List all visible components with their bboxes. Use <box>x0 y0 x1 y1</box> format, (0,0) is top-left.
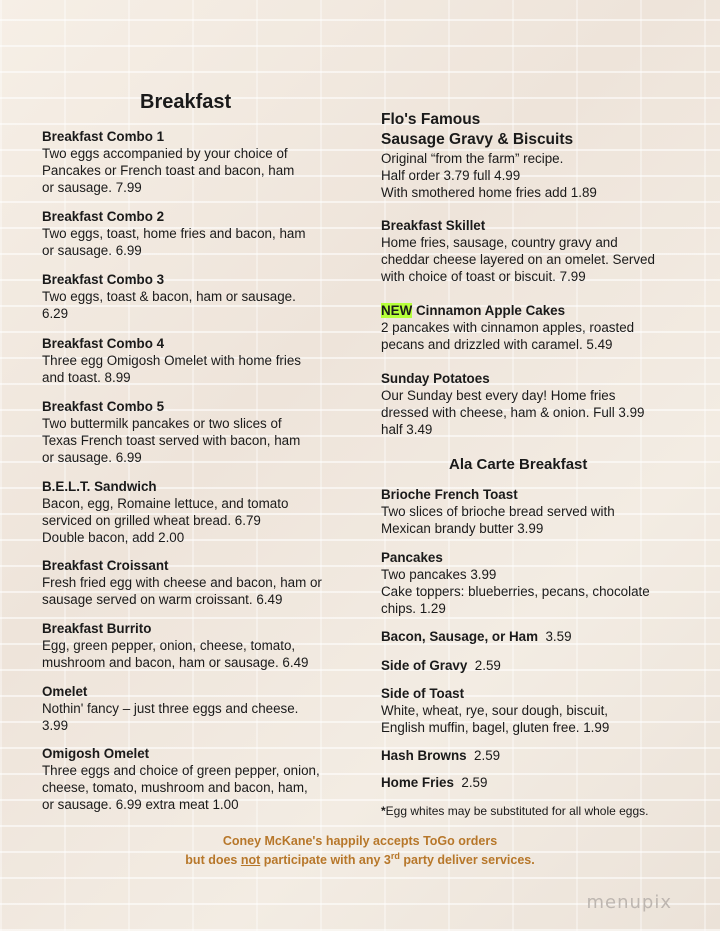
flos-desc: Original “from the farm” recipe. Half order 3.79 full 4.99 With smothered home fries add 1.89 <box>381 151 597 200</box>
menu-item <box>42 557 342 608</box>
item-desc: Fresh fried egg with cheese and bacon, ham or sausage served on warm croissant. 6.49 <box>42 575 322 607</box>
menu-item <box>42 128 342 196</box>
menu-item <box>42 620 342 671</box>
ala-carte-title: Ala Carte Breakfast <box>449 456 588 473</box>
item-name <box>381 302 701 319</box>
item-desc: Two eggs, toast & bacon, ham or sausage. 6.29 <box>42 289 296 321</box>
item-name: Breakfast Combo 2 <box>42 209 165 224</box>
item-name: Pancakes <box>381 550 443 565</box>
item-desc: Our Sunday best every day! Home fries dressed with cheese, ham & onion. Full 3.99 half 3.49 <box>381 388 645 437</box>
menu-item <box>381 628 701 645</box>
menu-item <box>381 747 701 764</box>
item-name: Breakfast Combo 3 <box>42 272 165 287</box>
egg-white-note <box>381 803 701 820</box>
flos-title-line2: Sausage Gravy & Biscuits <box>381 131 574 148</box>
menu-item <box>381 370 701 438</box>
note-star: * <box>381 804 386 818</box>
item-desc: Nothin' fancy – just three eggs and cheese. 3.99 <box>42 701 299 733</box>
menu-item <box>381 549 701 617</box>
menu-item <box>42 335 342 386</box>
item-price: 3.59 <box>545 629 572 644</box>
menu-item <box>42 208 342 259</box>
flos-title-line1: Flo's Famous <box>381 111 481 128</box>
item-price: 2.59 <box>474 658 501 673</box>
item-desc: Two slices of brioche bread served with Mexican brandy butter 3.99 <box>381 504 615 536</box>
item-name: B.E.L.T. Sandwich <box>42 479 157 494</box>
menu-item <box>381 657 701 674</box>
item-desc: Two buttermilk pancakes or two slices of Texas French toast served with bacon, ham or sausage. 6.99 <box>42 416 301 465</box>
item-name: Omelet <box>42 684 88 699</box>
footer-sup: rd <box>390 851 400 861</box>
note-text: Egg whites may be substituted for all whole eggs. <box>385 804 649 818</box>
item-name: Home Fries <box>381 775 454 790</box>
footer-line2 <box>0 848 720 869</box>
item-desc: Two eggs accompanied by your choice of Pancakes or French toast and bacon, ham or sausage. 7.99 <box>42 146 295 195</box>
footer-text-b: participate with any 3 <box>260 853 391 868</box>
item-name: Breakfast Combo 5 <box>42 399 165 414</box>
menu-item <box>42 683 342 734</box>
breakfast-title: Breakfast <box>140 91 232 113</box>
item-desc: 2 pancakes with cinnamon apples, roasted pecans and drizzled with caramel. 5.49 <box>381 320 635 352</box>
item-desc: Three egg Omigosh Omelet with home fries and toast. 8.99 <box>42 353 301 385</box>
menu-item <box>381 302 701 353</box>
item-name: Breakfast Combo 4 <box>42 336 165 351</box>
item-desc: Egg, green pepper, onion, cheese, tomato, mushroom and bacon, ham or sausage. 6.49 <box>42 638 309 670</box>
flos-section <box>381 110 701 201</box>
item-name: Breakfast Skillet <box>381 218 486 233</box>
item-desc: White, wheat, rye, sour dough, biscuit, English muffin, bagel, gluten free. 1.99 <box>381 703 610 735</box>
item-desc: Three eggs and choice of green pepper, onion, cheese, tomato, mushroom and bacon, ham, or sausage. 6.99 extra meat 1.00 <box>42 763 320 812</box>
new-badge: NEW <box>381 303 413 318</box>
item-name: Hash Browns <box>381 748 467 763</box>
item-price: 2.59 <box>474 748 501 763</box>
footer-text-c: party deliver services. <box>399 853 535 868</box>
item-name: Side of Toast <box>381 686 465 701</box>
menupix-watermark: menupix <box>586 892 672 913</box>
menu-item <box>42 478 342 546</box>
item-desc: Home fries, sausage, country gravy and cheddar cheese layered on an omelet. Served with choice of toast or biscuit. 7.99 <box>381 235 655 284</box>
item-name: Breakfast Croissant <box>42 558 169 573</box>
menu-item <box>381 486 701 537</box>
item-desc: Two eggs, toast, home fries and bacon, ham or sausage. 6.99 <box>42 226 306 258</box>
menu-item <box>381 685 701 736</box>
footer-text-a: but does <box>185 853 241 868</box>
menu-item <box>381 774 701 791</box>
item-price: 2.59 <box>461 775 488 790</box>
item-name: Breakfast Combo 1 <box>42 129 165 144</box>
item-name: Brioche French Toast <box>381 487 518 502</box>
menu-item <box>42 745 342 813</box>
menu-item <box>42 398 342 466</box>
item-name-text: Cinnamon Apple Cakes <box>415 303 566 318</box>
footer-not: not <box>240 853 261 868</box>
item-name: Omigosh Omelet <box>42 746 150 761</box>
footer-line1: Coney McKane's happily accepts ToGo orders <box>222 834 498 848</box>
menu-item <box>381 217 701 285</box>
item-desc: Bacon, egg, Romaine lettuce, and tomato serviced on grilled wheat bread. 6.79 Double bacon, add 2.00 <box>42 496 289 545</box>
item-name: Sunday Potatoes <box>381 371 490 386</box>
item-desc: Two pancakes 3.99 Cake toppers: blueberries, pecans, chocolate chips. 1.29 <box>381 567 650 616</box>
item-name: Breakfast Burrito <box>42 621 152 636</box>
item-name: Side of Gravy <box>381 658 468 673</box>
menu-item <box>42 271 342 322</box>
item-name: Bacon, Sausage, or Ham <box>381 629 539 644</box>
